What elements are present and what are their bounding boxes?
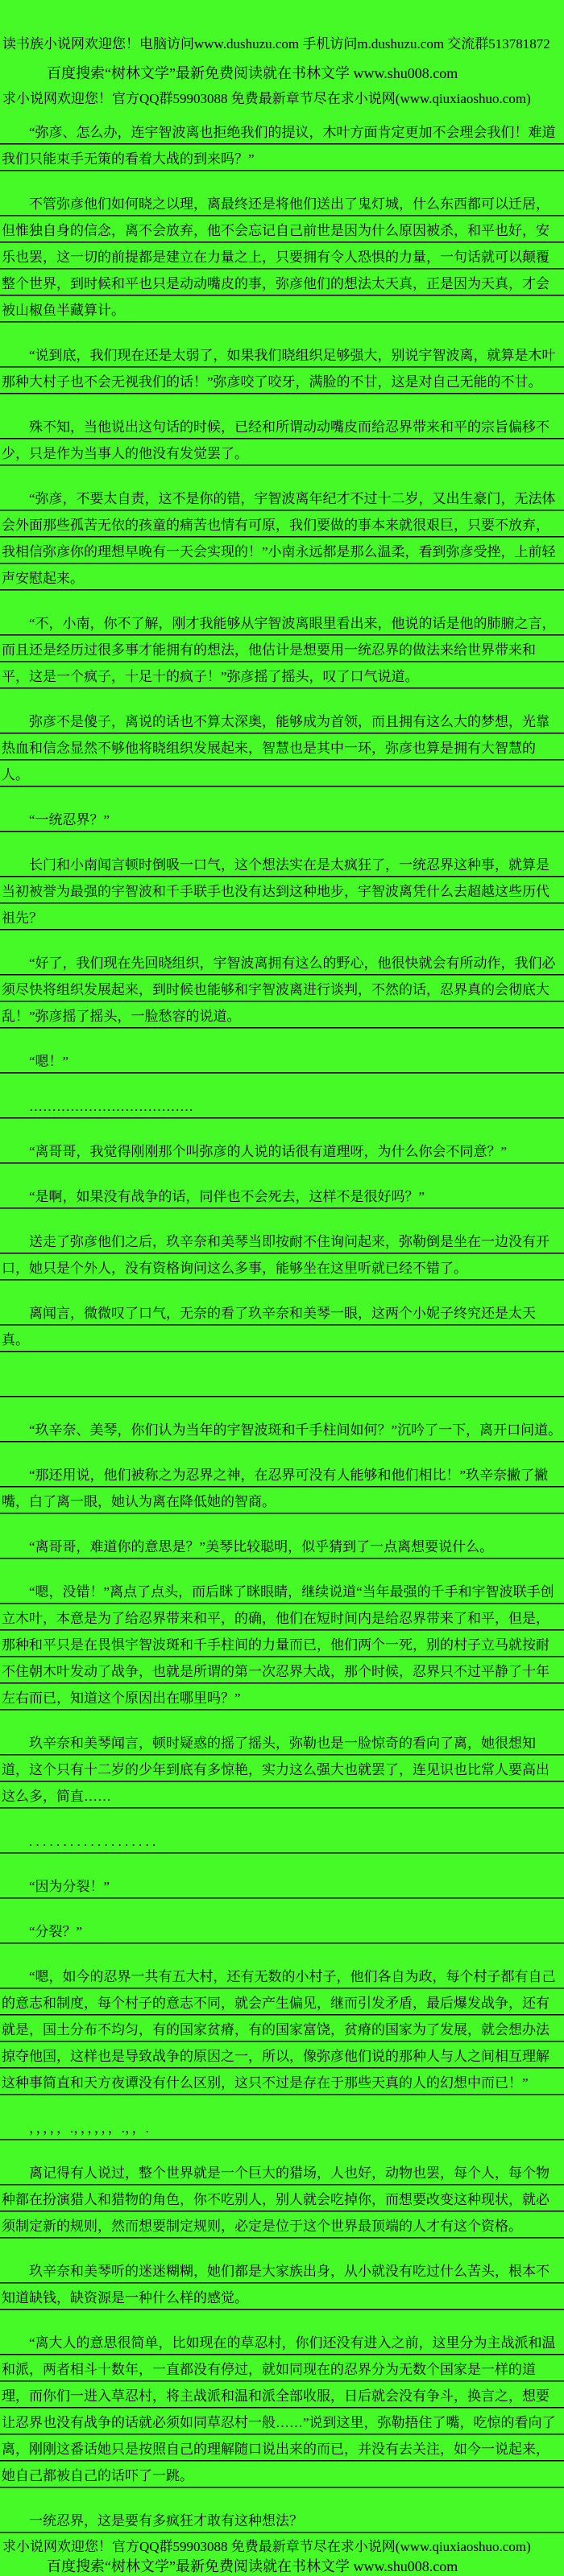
chapter-paragraph: “好了，我们现在先回晓组织，宇智波离拥有这么的野心，他很快就会有所动作，我们必须尽快将组织发展起来，到时候也能够和宇智波离进行谈判，不然的话，忍界真的会彻底大乱！”弥彦摇了摇头，一脸愁容的说道。 — [0, 950, 564, 1030]
chapter-paragraph: “说到底，我们现在还是太弱了，如果我们晓组织足够强大，别说宇智波离，就算是木叶那种大村子也不会无视我们的话！”弥彦咬了咬牙，满脸的不甘，这是对自己无能的不甘。 — [0, 342, 564, 395]
chapter-paragraph: 弥彦不是傻子，离说的话也不算太深奥，能够成为首领，而且拥有这么大的梦想，光靠热血和信念显然不够他将晓组织发展起来，智慧也是其中一环，弥彦也算是拥有大智慧的人。 — [0, 708, 564, 788]
chapter-paragraph: “离哥哥，我觉得刚刚那个叫弥彦的人说的话很有道理呀，为什么你会不同意？” — [0, 1138, 564, 1165]
chapter-paragraph: 离闻言，微微叹了口气，无奈的看了玖辛奈和美琴一眼，这两个小妮子终究还是太天真。 — [0, 1300, 564, 1353]
chapter-paragraph — [0, 1372, 564, 1398]
chapter-paragraph: “那还用说，他们被称之为忍界之神，在忍界可没有人能够和他们相比！”玖辛奈撇了撇嘴，白了离一眼，她认为离在降低她的智商。 — [0, 1462, 564, 1515]
chapter-paragraph: 离记得有人说过，整个世界就是一个巨大的猎场，人也好，动物也罢，每个人，每个物种都在扮演猎人和猎物的角色，你不吃别人，别人就会吃掉你，而想要改变这种现状，就必须制定新的规则，然而想要制定规则，必定是位于这个世界最顶端的人才有这个资格。 — [0, 2160, 564, 2240]
chapter-paragraph: “是啊，如果没有战争的话，同伴也不会死去，这样不是很好吗？” — [0, 1183, 564, 1210]
site-banner-header — [0, 32, 564, 111]
banner-shulin-top: 百度搜索“树林文学”最新免费阅读就在书林文学 www.shu008.com — [47, 65, 458, 81]
chapter-paragraph: “分裂？” — [0, 1918, 564, 1945]
chapter-paragraph: “因为分裂！” — [0, 1873, 564, 1900]
chapter-paragraph: 不管弥彦他们如何晓之以理，离最终还是将他们送出了鬼灯城，什么东西都可以迁居，但惟独自身的信念，离不会放弃，他不会忘记自己前世是因为什么原因被杀，和平也好，安乐也罢，这一切的前提都是建立在力量之上，只要拥有令人恐惧的力量，一句话就可以颠覆整个世界，到时候和平也只是动动嘴皮的事，弥彦他们的想法太天真，正是因为天真，才会被山椒鱼半藏算计。 — [0, 191, 564, 324]
chapter-paragraph: 玖辛奈和美琴闻言，顿时疑惑的摇了摇头，弥勒也是一脸惊奇的看向了离，她很想知道，这个只有十二岁的少年到底有多惊艳，实力这么强大也就罢了，连见识也比常人要高出这么多，简直…… — [0, 1730, 564, 1810]
banner-qiuxiaoshuo-bottom: 求小说网欢迎您！官方QQ群59903088 免费最新章节尽在求小说网(www.qiuxiaoshuo.com) — [2, 2539, 531, 2554]
chapter-paragraph: “弥彦，不要太自责，这不是你的错，宇智波离年纪才不过十二岁，又出生豪门，无法体会外面那些孤苦无依的孩童的痛苦也情有可原，我们要做的事本来就很艰巨，只要不放弃，我相信弥彦你的理想早晚有一天会实现的！”小南永远都是那么温柔，看到弥彦受挫，上前轻声安慰起来。 — [0, 485, 564, 592]
banner-qiuxiaoshuo-top: 求小说网欢迎您！官方QQ群59903088 免费最新章节尽在求小说网(www.qiuxiaoshuo.com) — [2, 91, 531, 106]
chapter-paragraph: “离大人的意思很简单，比如现在的草忍村，你们还没有进入之前，这里分为主战派和温和派，两者相斗十数年，一直都没有停过，就如同现在的忍界分为无数个国家是一样的道理，而你们一进入草忍村，将主战派和温和派全部收服，日后就会没有争斗，换言之，想要让忍界也没有战争的话就必须如同草忍村一般……”说到这里，弥勒捂住了嘴，吃惊的看向了离，刚刚这番话她只是按照自己的理解随口说出来的而已，并没有去关注，如今一说起来，她自己都被自己的话吓了一跳。 — [0, 2330, 564, 2489]
chapter-paragraph: 长门和小南闻言顿时倒吸一口气，这个想法实在是太疯狂了，一统忍界这种事，就算是当初被誉为最强的宇智波和千手联手也没有达到这种地步，宇智波离凭什么去超越这些历代祖先？ — [0, 852, 564, 931]
chapter-text-content — [0, 119, 564, 2534]
chapter-paragraph: 玖辛奈和美琴听的迷迷糊糊，她们都是大家族出身，从小就没有吃过什么苦头，根本不知道缺钱，缺资源是一种什么样的感觉。 — [0, 2258, 564, 2311]
site-banner-footer — [0, 2537, 564, 2576]
chapter-paragraph: ……………………………… — [0, 1093, 564, 1120]
chapter-paragraph: “弥彦、怎么办，连宇智波离也拒绝我们的提议，木叶方面肯定更加不会理会我们！难道我们只能束手无策的看着大战的到来吗？” — [0, 119, 564, 172]
chapter-paragraph: “嗯，没错！”离点了点头，而后眯了眯眼睛，继续说道“当年最强的千手和宇智波联手创立木叶，本意是为了给忍界带来和平，的确，他们在短时间内是给忍界带来了和平，但是，那种和平只是在畏惧宇智波斑和千手柱间的力量而已，他们两个一死，别的村子立马就按耐不住朝木叶发动了战争，也就是所谓的第一次忍界大战，那个时候，忍界只不过平静了十年左右而已，知道这个原因出在哪里吗？” — [0, 1579, 564, 1711]
chapter-paragraph: “离哥哥，难道你的意思是？”美琴比较聪明，似乎猜到了一点离想要说什么。 — [0, 1534, 564, 1560]
chapter-paragraph: ，，，，，.，，，，，，.，，. — [0, 2115, 564, 2141]
chapter-paragraph: “嗯！” — [0, 1048, 564, 1075]
chapter-paragraph: “玖辛奈、美琴，你们认为当年的宇智波斑和千手柱间如何？”沉吟了一下，离开口问道。 — [0, 1417, 564, 1443]
banner-dushuzu: 读书族小说网欢迎您！电脑访问www.dushuzu.com 手机访问m.dushuzu.com 交流群513781872 — [2, 36, 550, 52]
chapter-paragraph: “嗯，如今的忍界一共有五大村，还有无数的小村子，他们各自为政，每个村子都有自己的意志和制度，每个村子的意志不同，就会产生偏见，继而引发矛盾，最后爆发战争，还有就是，国土分布不均匀，有的国家贫瘠，有的国家富饶，贫瘠的国家为了发展，就会想办法掠夺他国，这样也是导致战争的原因之一，所以，像弥彦他们说的那种人与人之间相互理解这种事简直和天方夜谭没有什么区别，这只不过是存在于那些天真的人的幻想中而已！” — [0, 1963, 564, 2096]
chapter-paragraph: “不，小南，你不了解，刚才我能够从宇智波离眼里看出来，他说的话是他的肺腑之言，而且还是经历过很多事才能拥有的想法，他估计是想要用一统忍界的做法来给世界带来和平，这是一个疯子，十足十的疯子！”弥彦摇了摇头，叹了口气说道。 — [0, 610, 564, 690]
chapter-paragraph: 一统忍界，这是要有多疯狂才敢有这种想法？ — [0, 2508, 564, 2534]
banner-shulin-bottom: 百度搜索“树林文学”最新免费阅读就在书林文学 www.shu008.com — [47, 2558, 458, 2574]
chapter-paragraph: “一统忍界？” — [0, 807, 564, 833]
chapter-paragraph: 送走了弥彦他们之后，玖辛奈和美琴当即按耐不住询问起来，弥勒倒是坐在一边没有开口，她只是个外人，没有资格询问这么多事，能够坐在这里听就已经不错了。 — [0, 1228, 564, 1282]
chapter-paragraph: 殊不知，当他说出这句话的时候，已经和所谓动动嘴皮而给忍界带来和平的宗旨偏移不少，只是作为当事人的他没有发觉罢了。 — [0, 414, 564, 467]
chapter-paragraph: . . . . . . . . . . . . . . . . . . . — [0, 1828, 564, 1855]
